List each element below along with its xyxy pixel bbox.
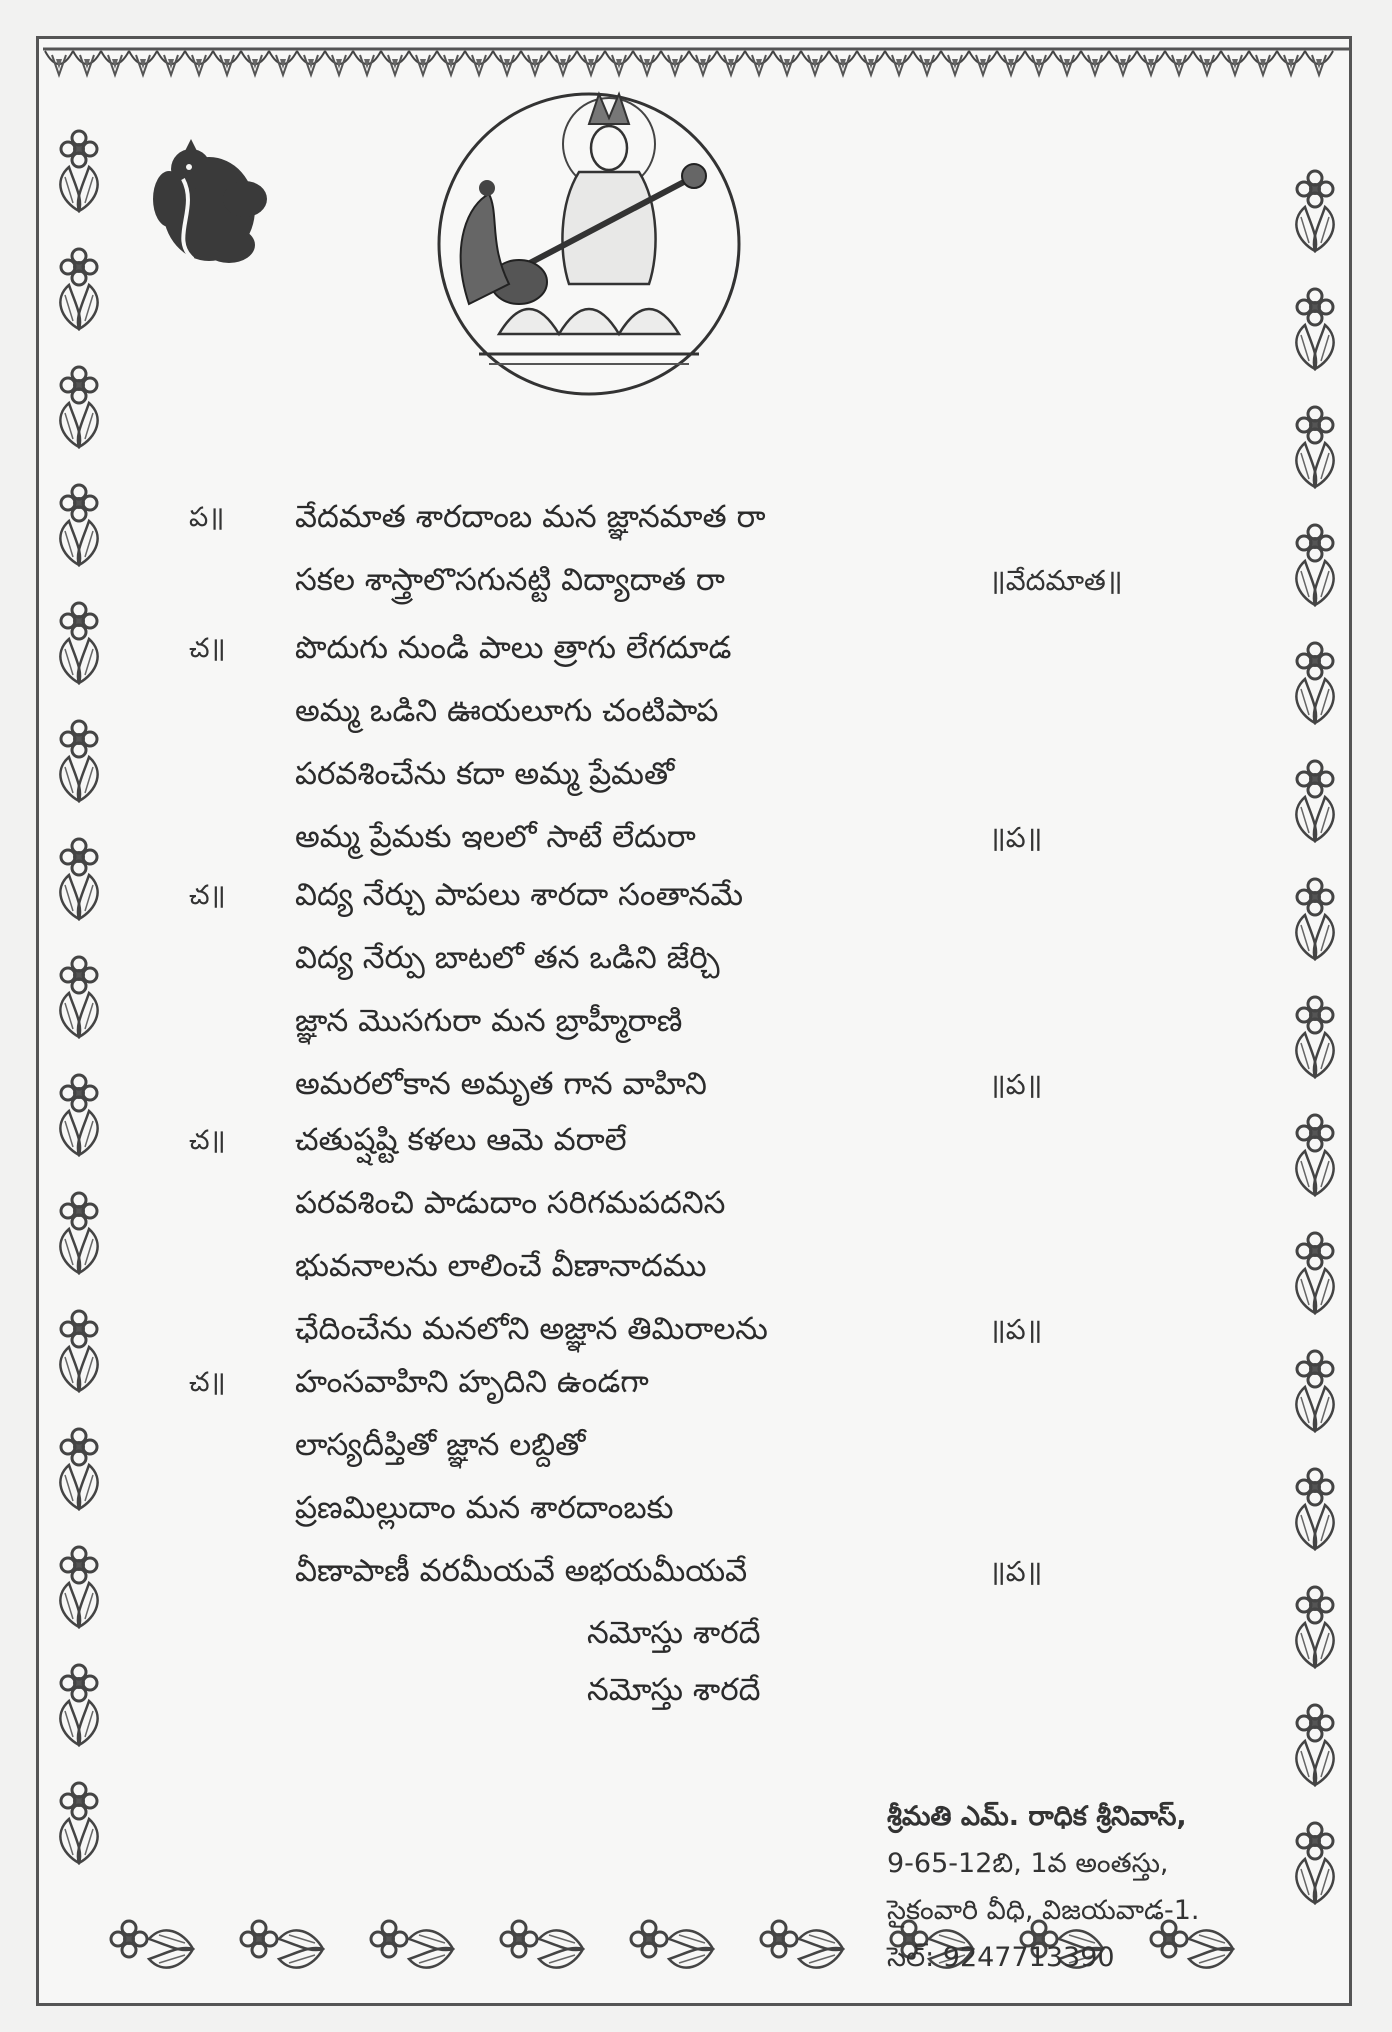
- flower-ornament: [1297, 171, 1333, 207]
- garland-tassel: [1025, 51, 1053, 75]
- garland-tassel: [717, 51, 745, 75]
- flower-ornament: [1297, 289, 1333, 325]
- left-vine-border: [60, 131, 97, 1863]
- flower-ornament: [1297, 997, 1333, 1033]
- lyric-text: అమ్మ ఒడిని ఊయలూగు చంటిపాప: [295, 693, 719, 729]
- lyric-text: జ్ఞాన మొసగురా మన బ్రాహ్మీరాణి: [295, 1003, 683, 1039]
- refrain-marker: ॥వేదమాత॥: [989, 564, 1123, 597]
- flower-ornament: [1297, 407, 1333, 443]
- flower-ornament: [501, 1921, 537, 1957]
- top-garland: [43, 49, 1351, 75]
- signature-block: [887, 1793, 1200, 1981]
- garland-tassel: [325, 51, 353, 75]
- flower-ornament: [61, 839, 97, 875]
- garland-tassel: [185, 51, 213, 75]
- leaf-ornament: [1296, 1387, 1333, 1431]
- leaf-ornament: [1296, 1151, 1333, 1195]
- lyric-text: ఛేదించేను మనలోని అజ్ఞాన తిమిరాలను: [295, 1311, 768, 1347]
- leaf-ornament: [1296, 443, 1333, 487]
- lyric-text: విద్య నేర్చు పాపలు శారదా సంతానమే: [295, 877, 744, 913]
- flower-ornament: [61, 603, 97, 639]
- garland-tassel: [633, 51, 661, 75]
- garland-tassel: [661, 51, 689, 75]
- flower-ornament: [61, 1075, 97, 1111]
- lyric-text: పొదుగు నుండి పాలు త్రాగు లేగదూడ: [295, 630, 732, 666]
- refrain-marker: ॥ప॥: [989, 1068, 1043, 1101]
- flower-ornament: [1297, 1823, 1333, 1859]
- lyric-text: పరవశించేను కదా అమ్మ ప్రేమతో: [295, 756, 675, 792]
- garland-tassel: [269, 51, 297, 75]
- leaf-ornament: [60, 1229, 97, 1273]
- garland-tassel: [1053, 51, 1081, 75]
- flower-ornament: [371, 1921, 407, 1957]
- pallavi-marker: ప॥: [189, 502, 225, 533]
- garland-tassel: [857, 51, 885, 75]
- leaf-ornament: [1296, 1741, 1333, 1785]
- refrain-marker: ॥ప॥: [989, 1313, 1043, 1346]
- charanam-2: [189, 864, 1189, 1116]
- charanam-3: [189, 1109, 1189, 1361]
- garland-tassel: [241, 51, 269, 75]
- closing-line: నమోస్తు శారదే: [587, 1672, 761, 1708]
- garland-tassel: [437, 51, 465, 75]
- flower-ornament: [61, 1311, 97, 1347]
- garland-tassel: [45, 51, 73, 75]
- pallavi-block: [189, 486, 1189, 612]
- charanam-marker: చ॥: [189, 1367, 226, 1398]
- right-vine-border: [1296, 171, 1333, 1903]
- leaf-ornament: [1296, 915, 1333, 959]
- garland-tassel: [297, 51, 325, 75]
- leaf-ornament: [60, 1583, 97, 1627]
- leaf-ornament: [539, 1930, 583, 1967]
- garland-tassel: [773, 51, 801, 75]
- leaf-ornament: [1296, 561, 1333, 605]
- lyric-text: విద్య నేర్పు బాటలో తన ఒడిని జేర్చి: [295, 940, 720, 976]
- charanam-1: [189, 617, 1189, 869]
- leaf-ornament: [60, 285, 97, 329]
- garland-tassel: [745, 51, 773, 75]
- leaf-ornament: [409, 1930, 453, 1967]
- signature-address-line: 9-65-12బి, 1వ అంతస్తు,: [887, 1848, 1169, 1879]
- garland-tassel: [493, 51, 521, 75]
- signature-address-line: సైకంవారి వీధి, విజయవాడ-1.: [887, 1895, 1200, 1926]
- garland-tassel: [1165, 51, 1193, 75]
- lyric-text: భువనాలను లాలించే వీణానాదము: [295, 1248, 707, 1284]
- flower-ornament: [111, 1921, 147, 1957]
- leaf-ornament: [1296, 679, 1333, 723]
- garland-tassel: [829, 51, 857, 75]
- flower-ornament: [1297, 1351, 1333, 1387]
- charanam-marker: చ॥: [189, 633, 226, 664]
- lyric-text: సకల శాస్త్రాలొసగునట్టి విద్యాదాత రా: [295, 562, 725, 598]
- leaf-ornament: [1296, 1269, 1333, 1313]
- garland-tassel: [73, 51, 101, 75]
- leaf-ornament: [60, 1465, 97, 1509]
- flower-ornament: [1297, 761, 1333, 797]
- invitation-sheet: [36, 36, 1352, 2006]
- garland-tassel: [1137, 51, 1165, 75]
- garland-tassel: [1109, 51, 1137, 75]
- flower-ornament: [61, 1193, 97, 1229]
- garland-tassel: [1221, 51, 1249, 75]
- leaf-ornament: [60, 639, 97, 683]
- garland-tassel: [213, 51, 241, 75]
- leaf-ornament: [1296, 325, 1333, 369]
- signature-name: శ్రీమతి ఎమ్. రాధిక శ్రీనివాస్,: [887, 1801, 1187, 1832]
- flower-ornament: [631, 1921, 667, 1957]
- closing-line: నమోస్తు శారదే: [587, 1615, 761, 1651]
- garland-tassel: [101, 51, 129, 75]
- garland-tassel: [941, 51, 969, 75]
- pallavi-line: [189, 549, 1189, 612]
- lyric-text: వేదమాత శారదాంబ మన జ్ఞానమాత రా: [295, 499, 766, 535]
- leaf-ornament: [60, 521, 97, 565]
- flower-ornament: [61, 249, 97, 285]
- lyric-text: హంసవాహిని హృదిని ఉండగా: [295, 1364, 649, 1400]
- garland-tassel: [1081, 51, 1109, 75]
- leaf-ornament: [279, 1930, 323, 1967]
- flower-ornament: [1297, 879, 1333, 915]
- garland-tassel: [1193, 51, 1221, 75]
- leaf-ornament: [60, 167, 97, 211]
- leaf-ornament: [1296, 1033, 1333, 1077]
- garland-tassel: [605, 51, 633, 75]
- refrain-marker: ॥ప॥: [989, 1555, 1043, 1588]
- garland-tassel: [1249, 51, 1277, 75]
- leaf-ornament: [1296, 797, 1333, 841]
- leaf-ornament: [669, 1930, 713, 1967]
- saraswati-medallion: [439, 94, 739, 394]
- leaf-ornament: [149, 1930, 193, 1967]
- garland-tassel: [1277, 51, 1305, 75]
- leaf-ornament: [60, 403, 97, 447]
- leaf-ornament: [60, 1111, 97, 1155]
- flower-ornament: [1297, 1587, 1333, 1623]
- garland-tassel: [577, 51, 605, 75]
- flower-ornament: [61, 131, 97, 167]
- leaf-ornament: [60, 1701, 97, 1745]
- lyric-text: అమరలోకాన అమృత గాన వాహిని: [295, 1066, 707, 1102]
- lyric-text: పరవశించి పాడుదాం సరిగమపదనిస: [295, 1185, 726, 1221]
- leaf-ornament: [799, 1930, 843, 1967]
- refrain-marker: ॥ప॥: [989, 821, 1043, 854]
- leaf-ornament: [60, 757, 97, 801]
- garland-tassel: [409, 51, 437, 75]
- lyric-text: చతుష్షష్టి కళలు ఆమె వరాలే: [295, 1122, 627, 1158]
- leaf-ornament: [1296, 207, 1333, 251]
- garland-tassel: [353, 51, 381, 75]
- flower-ornament: [61, 1429, 97, 1465]
- garland-tassel: [521, 51, 549, 75]
- closing-block: [587, 1605, 761, 1719]
- garland-tassel: [465, 51, 493, 75]
- garland-tassel: [157, 51, 185, 75]
- flower-ornament: [1297, 1469, 1333, 1505]
- garland-tassel: [381, 51, 409, 75]
- charanam-marker: చ॥: [189, 1125, 226, 1156]
- flower-ornament: [61, 367, 97, 403]
- charanam-4: [189, 1351, 1189, 1603]
- garland-tassel: [969, 51, 997, 75]
- flower-ornament: [61, 957, 97, 993]
- lyric-text: లాస్యదీప్తితో జ్ఞాన లబ్దితో: [295, 1427, 586, 1463]
- lyric-text: వీణాపాణీ వరమీయవే అభయమీయవే: [295, 1553, 748, 1589]
- garland-tassel: [997, 51, 1025, 75]
- signature-phone: సెల్: 9247713390: [887, 1942, 1115, 1973]
- ganesha-emblem: [153, 139, 267, 263]
- flower-ornament: [1297, 525, 1333, 561]
- leaf-ornament: [1296, 1505, 1333, 1549]
- flower-ornament: [61, 1665, 97, 1701]
- flower-ornament: [61, 1547, 97, 1583]
- flower-ornament: [61, 485, 97, 521]
- garland-tassel: [885, 51, 913, 75]
- charanam-marker: చ॥: [189, 880, 226, 911]
- flower-ornament: [761, 1921, 797, 1957]
- leaf-ornament: [60, 993, 97, 1037]
- flower-ornament: [1297, 1233, 1333, 1269]
- leaf-ornament: [60, 1819, 97, 1863]
- flower-ornament: [1297, 1115, 1333, 1151]
- garland-tassel: [689, 51, 717, 75]
- garland-tassel: [801, 51, 829, 75]
- lyric-text: ప్రణమిల్లుదాం మన శారదాంబకు: [295, 1490, 674, 1526]
- leaf-ornament: [1296, 1859, 1333, 1903]
- flower-ornament: [1297, 643, 1333, 679]
- garland-tassel: [1305, 51, 1333, 75]
- garland-tassel: [913, 51, 941, 75]
- garland-tassel: [129, 51, 157, 75]
- flower-ornament: [1297, 1705, 1333, 1741]
- lyric-text: అమ్మ ప్రేమకు ఇలలో సాటే లేదురా: [295, 819, 696, 855]
- leaf-ornament: [60, 875, 97, 919]
- flower-ornament: [241, 1921, 277, 1957]
- pallavi-line: [189, 486, 1189, 549]
- flower-ornament: [61, 1783, 97, 1819]
- flower-ornament: [61, 721, 97, 757]
- garland-tassel: [549, 51, 577, 75]
- leaf-ornament: [1296, 1623, 1333, 1667]
- leaf-ornament: [60, 1347, 97, 1391]
